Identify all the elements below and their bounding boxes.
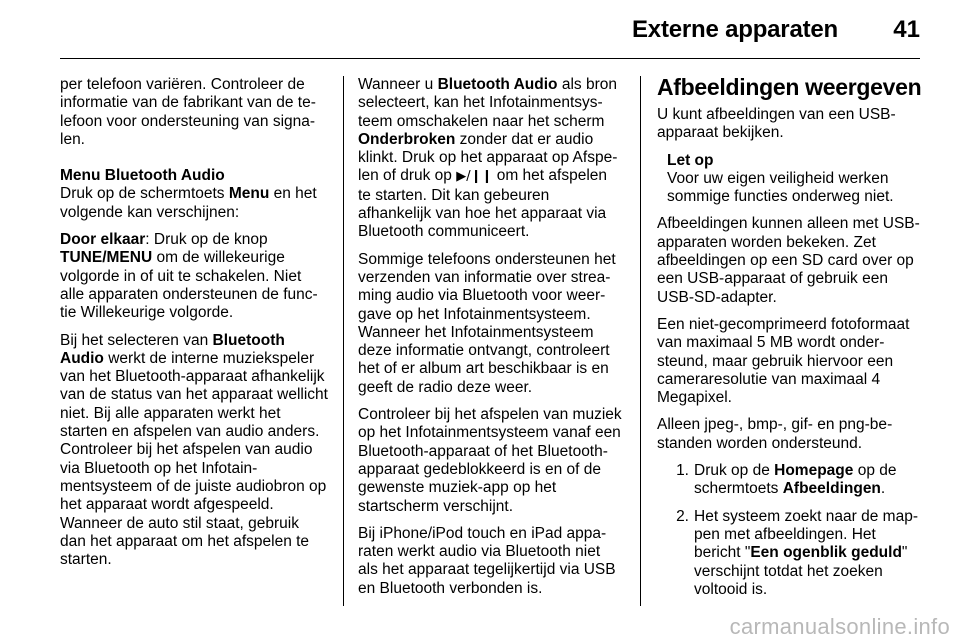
text: en het volgende kan verschijnen:	[60, 185, 317, 221]
list-item	[667, 462, 923, 499]
text: .	[880, 480, 886, 498]
paragraph	[358, 406, 624, 516]
paragraph	[60, 332, 328, 570]
header-rule	[60, 58, 920, 59]
paragraph-text: U kunt afbeeldingen van een USB-apparaat bekijken.	[657, 106, 896, 142]
text: om de willekeurige volgorde in of uit te schakelen. Niet alle apparaten ondersteunen de functie Willekeurige volgorde.	[60, 249, 318, 322]
text: Het systeem zoekt naar de mappen met afbeeldingen. Het bericht "	[694, 507, 918, 562]
text: werkt de interne muziekspeler van het Bluetooth-apparaat afhankelijk van de status van het apparaat wellicht niet. Bij alle apparaten werkt het starten en afspelen van audio anders. Controleer bij het afspelen van audio via Bluetooth op het Infotainmentsysteem of de juiste audiobron op het apparaat wordt afgespeeld. Wanneer de auto stil staat, gebruik dan het apparaat om het afspelen te starten.	[60, 349, 328, 569]
note-label: Let op	[667, 151, 714, 169]
text: Druk op de schermtoets	[60, 185, 229, 203]
images-softkey-label: Afbeeldingen	[782, 480, 881, 498]
column-2	[358, 76, 624, 607]
text: " verschijnt totdat het zoeken voltooid is.	[694, 544, 908, 598]
bluetooth-audio-label: Bluetooth Audio	[437, 76, 558, 93]
paragraph-text: Bij iPhone/iPod touch en iPad apparaten werkt audio via Bluetooth niet als het apparaat tegelijkertijd via USB en Bluetooth verbonden is.	[358, 524, 616, 597]
paragraph	[657, 215, 923, 306]
paragraph	[60, 185, 328, 222]
note-box	[657, 152, 923, 207]
watermark: carmanualsonline.info	[729, 614, 950, 639]
paragraph	[657, 316, 923, 407]
paragraph-text: Sommige telefoons ondersteunen het verzenden van informatie over streaming audio via Bluetooth voor weergave op het Infotainmentsysteem. Wanneer het Infotainmentsysteem deze informatie ontvangt, controleert het of er album art beschikbaar is en geeft de radio deze weer.	[358, 250, 616, 396]
column-divider-2	[640, 76, 641, 606]
play-pause-icon: ▶/❙❙	[456, 169, 493, 185]
text: Bij het selecteren van	[60, 331, 213, 349]
paragraph	[657, 106, 923, 143]
column-3	[657, 74, 923, 608]
step-number: 2.	[676, 507, 689, 525]
section-title: Afbeeldingen weergeven	[657, 74, 922, 100]
list-item	[667, 508, 923, 599]
column-divider-1	[343, 76, 344, 606]
homepage-label: Homepage	[774, 462, 854, 480]
please-wait-label: Een ogenblik geduld	[750, 544, 902, 562]
bluetooth-audio-label: Bluetooth Audio	[60, 331, 285, 367]
column-1	[60, 76, 328, 578]
text: om het afspelen te starten. Dit kan gebeuren afhankelijk van hoe het apparaat via Bluetooth communiceert.	[358, 167, 608, 241]
paragraph-text: Afbeeldingen kunnen alleen met USB-apparaten worden bekeken. Zet afbeeldingen op een SD card over op een USB-apparaat of gebruik een USB-SD-adapter.	[657, 215, 920, 306]
paused-label: Onderbroken	[358, 130, 456, 148]
paragraph	[358, 525, 624, 598]
text: als bron selecteert, kan het Infotainmentsysteem omschakelen naar het scherm	[358, 76, 617, 130]
paragraph	[60, 76, 328, 149]
shuffle-label: Door elkaar	[60, 231, 146, 249]
page-number: 41	[893, 16, 920, 43]
step-number: 1.	[676, 462, 689, 480]
paragraph-text: Alleen jpeg-, bmp-, gif- en png-bestanden worden ondersteund.	[657, 416, 893, 452]
paragraph	[358, 251, 624, 397]
paragraph	[60, 231, 328, 322]
paragraph	[358, 76, 624, 242]
paragraph	[657, 416, 923, 453]
menu-softkey-label: Menu	[228, 185, 270, 203]
text: op de schermtoets	[694, 462, 897, 498]
section-heading: Menu Bluetooth Audio	[60, 167, 225, 185]
page-header	[60, 0, 920, 55]
note-text: Voor uw eigen veiligheid werken sommige functies onderweg niet.	[667, 169, 894, 206]
text: Druk op de	[694, 462, 775, 480]
tune-menu-label: TUNE/MENU	[60, 249, 153, 267]
steps-list	[657, 462, 923, 599]
paragraph-text: Een niet-gecomprimeerd fotoformaat van maximaal 5 MB wordt ondersteund, maar gebruik hiervoor een cameraresolutie van maximaal 4 Megapixel.	[657, 315, 910, 407]
text: Wanneer u	[358, 76, 438, 93]
paragraph-text: Controleer bij het afspelen van muziek op het Infotainmentsysteem vanaf een Bluetooth-apparaat of het Bluetooth-apparaat gedeblokkeerd is en of de gewenste muziek-app op het startscherm verschijnt.	[358, 406, 622, 515]
text: : Druk op de knop	[145, 231, 268, 249]
paragraph-text: per telefoon variëren. Controleer de informatie van de fabrikant van de telefoon voor ondersteuning van signalen.	[60, 76, 316, 148]
text: zonder dat er audio klinkt. Druk op het apparaat op Afspelen of druk op	[358, 130, 618, 185]
page-title: Externe apparaten	[631, 16, 838, 43]
